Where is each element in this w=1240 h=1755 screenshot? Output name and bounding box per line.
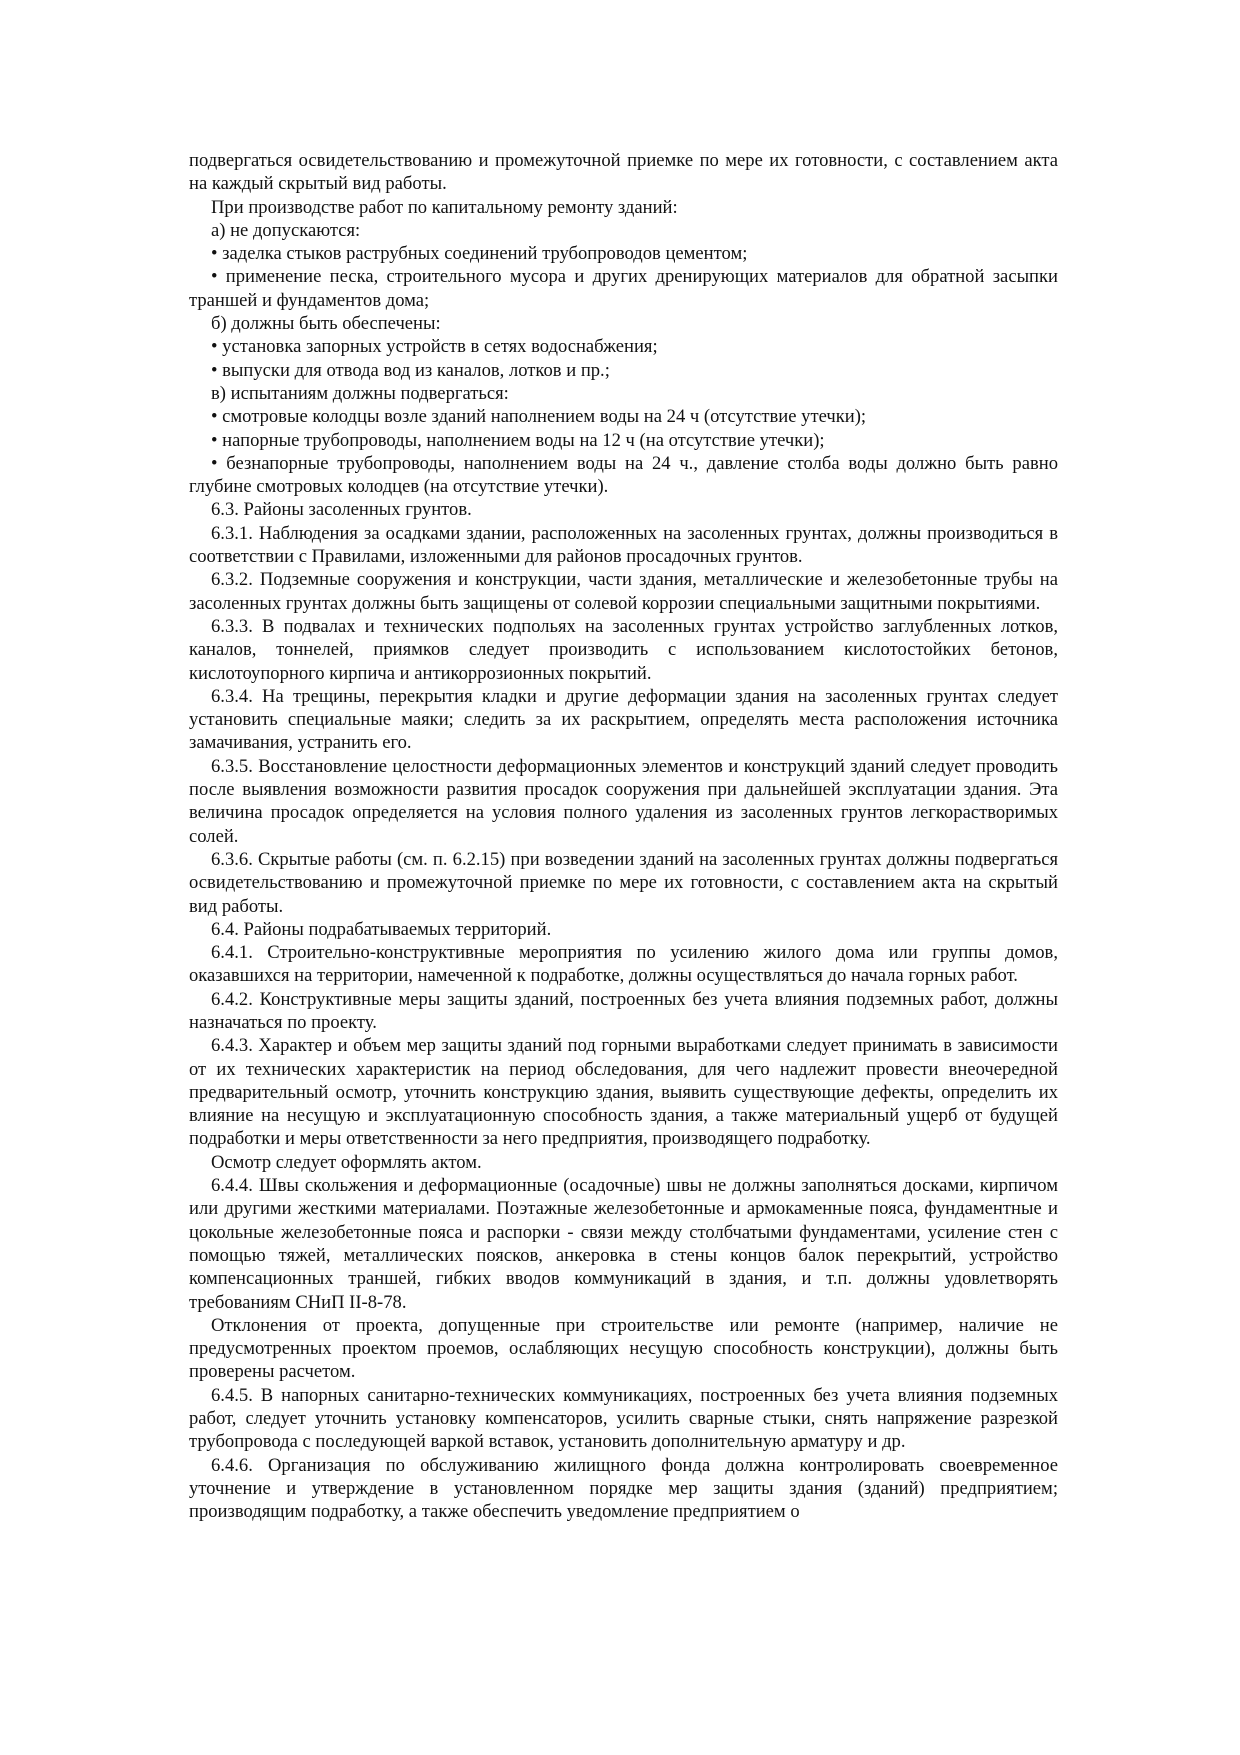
clause-6-4-5: 6.4.5. В напорных санитарно-технических коммуникациях, построенных без учета влияния подземных работ, следует уточнить установку компенсаторов, усилить сварные стыки, снять напряжение разрезкой трубопровода с последующей варкой вставок, установить дополнительную арматуру и др. (189, 1384, 1058, 1453)
clause-6-3-4: 6.3.4. На трещины, перекрытия кладки и другие деформации здания на засоленных грунтах следует установить специальные маяки; следить за их раскрытием, определять места расположения источника замачивания, устранить его. (189, 685, 1058, 754)
bullet-item: • установка запорных устройств в сетях водоснабжения; (211, 336, 658, 358)
section-heading-6-4: 6.4. Районы подрабатываемых территорий. (211, 918, 552, 940)
bullet-item: • заделка стыков раструбных соединений трубопроводов цементом; (211, 243, 748, 265)
clause-6-3-6: 6.3.6. Скрытые работы (см. п. 6.2.15) при возведении зданий на засоленных грунтах должны подвергаться освидетельствованию и промежуточной приемке по мере их готовности, с составлением акта на скрытый вид работы. (189, 848, 1058, 917)
bullet-item: • смотровые колодцы возле зданий наполнением воды на 24 ч (отсутствие утечки); (211, 406, 867, 428)
clause-6-3-3: 6.3.3. В подвалах и технических подпольях на засоленных грунтах устройство заглубленных лотков, каналов, тоннелей, приямков следует производить с использованием кислотостойких бетонов, кислотоупорного кирпича и антикоррозионных покрытий. (189, 615, 1058, 684)
paragraph-continuation: подвергаться освидетельствованию и промежуточной приемке по мере их готовности, с составлением акта на каждый скрытый вид работы. (189, 150, 1058, 195)
section-heading-6-3: 6.3. Районы засоленных грунтов. (211, 499, 472, 521)
clause-6-4-4: 6.4.4. Швы скольжения и деформационные (осадочные) швы не должны заполняться досками, кирпичом или другими жесткими материалами. Поэтажные железобетонные и армокаменные пояса, фундаментные и цокольные железобетонные пояса и распорки - связи между столбчатыми фундаментами, усиление стен с помощью тяжей, металлических поясков, анкеровка в стены концов балок перекрытий, устройство компенсационных траншей, гибких вводов коммуникаций в здания, и т.п. должны удовлетворять требованиям СНиП II-8-78. (189, 1175, 1058, 1313)
paragraph-capital-repair-intro: При производстве работ по капитальному ремонту зданий: (211, 196, 678, 218)
paragraph-inspection-act: Осмотр следует оформлять актом. (211, 1151, 482, 1173)
bullet-item: • безнапорные трубопроводы, наполнением воды на 24 ч., давление столба воды должно быть равно глубине смотровых колодцев (на отсутствие утечки). (189, 452, 1058, 498)
clause-6-4-2: 6.4.2. Конструктивные меры защиты зданий, построенных без учета влияния подземных работ, должны назначаться по проекту. (189, 988, 1058, 1033)
bullet-item: • выпуски для отвода вод из каналов, лотков и пр.; (211, 359, 610, 381)
clause-6-3-1: 6.3.1. Наблюдения за осадками здании, расположенных на засоленных грунтах, должны производиться в соответствии с Правилами, изложенными для районов просадочных грунтов. (189, 522, 1058, 568)
paragraph-testing-heading: в) испытаниям должны подвергаться: (211, 382, 509, 404)
clause-6-4-3: 6.4.3. Характер и объем мер защиты зданий под горными выработками следует принимать в зависимости от их технических характеристик на период обследования, для чего надлежит провести внеочередной предварительный осмотр, уточнить конструкцию здания, выявить существующие дефекты, определить их влияние на несущую и эксплуатационную способность здания, а также материальный ущерб от будущей подработки и меры ответственности за него предприятия, производящего подработку. (189, 1035, 1058, 1150)
paragraph-project-deviations: Отклонения от проекта, допущенные при строительстве или ремонте (например, наличие не предусмотренных проектом проемов, ослабляющих несущую способность конструкции), должны быть проверены расчетом. (189, 1314, 1058, 1383)
paragraph-must-provide-heading: б) должны быть обеспечены: (211, 313, 441, 335)
clause-6-3-2: 6.3.2. Подземные сооружения и конструкции, части здания, металлические и железобетонные трубы на засоленных грунтах должны быть защищены от солевой коррозии специальными защитными покрытиями. (189, 569, 1058, 614)
clause-6-4-1: 6.4.1. Строительно-конструктивные мероприятия по усилению жилого дома или группы домов, оказавшихся на территории, намеченной к подработке, должны осуществляться до начала горных работ. (189, 942, 1058, 987)
bullet-item: • применение песка, строительного мусора и других дренирующих материалов для обратной засыпки траншей и фундаментов дома; (189, 266, 1058, 311)
document-page (189, 149, 1058, 1524)
clause-6-4-6: 6.4.6. Организация по обслуживанию жилищного фонда должна контролировать своевременное уточнение и утверждение в установленном порядке мер защиты здания (зданий) предприятием; производящим подработку, а также обеспечить уведомление предприятием о (189, 1454, 1058, 1523)
bullet-item: • напорные трубопроводы, наполнением воды на 12 ч (на отсутствие утечки); (211, 429, 825, 451)
clause-6-3-5: 6.3.5. Восстановление целостности деформационных элементов и конструкций зданий следует проводить после выявления возможности развития просадок сооружения при дальнейшей эксплуатации здания. Эта величина просадок определяется на условия полного удаления из засоленных грунтов легкорастворимых солей. (189, 755, 1058, 847)
paragraph-not-allowed-heading: а) не допускаются: (211, 219, 361, 241)
